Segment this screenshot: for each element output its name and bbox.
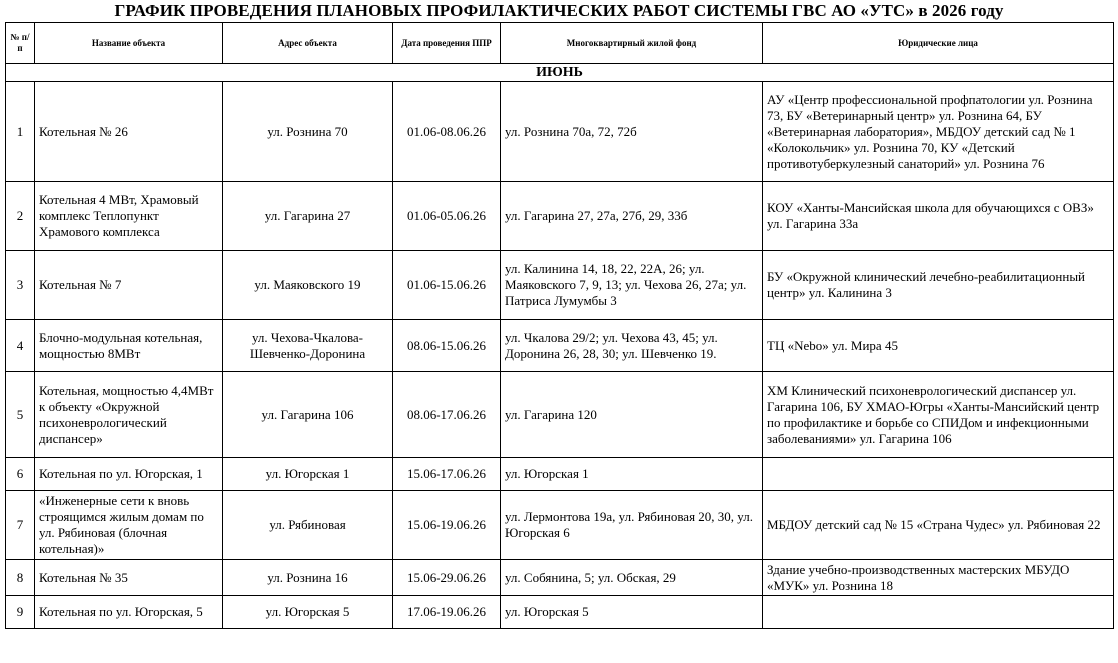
cell-object: Блочно-модульная котельная, мощностью 8МВт	[35, 320, 223, 372]
cell-legal: ХМ Клинический психоневрологический диспансер ул. Гагарина 106, БУ ХМАО-Югры «Ханты-Мансийский центр по профилактике и борьбе со СПИДом и инфекционными заболеваниями» ул. Гагарина 106	[763, 372, 1114, 458]
cell-object: Котельная по ул. Югорская, 5	[35, 596, 223, 629]
header-address: Адрес объекта	[223, 23, 393, 64]
cell-legal: БУ «Окружной клинический лечебно-реабилитационный центр» ул. Калинина 3	[763, 251, 1114, 320]
table-row	[6, 458, 1114, 491]
cell-housing: ул. Гагарина 120	[501, 372, 763, 458]
cell-address: ул. Чехова-Чкалова-Шевченко-Доронина	[223, 320, 393, 372]
table-row	[6, 320, 1114, 372]
cell-housing: ул. Чкалова 29/2; ул. Чехова 43, 45; ул. Доронина 26, 28, 30; ул. Шевченко 19.	[501, 320, 763, 372]
table-row	[6, 82, 1114, 182]
cell-legal	[763, 458, 1114, 491]
cell-num: 1	[6, 82, 35, 182]
cell-num: 6	[6, 458, 35, 491]
cell-address: ул. Рознина 16	[223, 560, 393, 596]
cell-object: Котельная по ул. Югорская, 1	[35, 458, 223, 491]
cell-address: ул. Маяковского 19	[223, 251, 393, 320]
header-object: Название объекта	[35, 23, 223, 64]
cell-address: ул. Рябиновая	[223, 491, 393, 560]
cell-num: 5	[6, 372, 35, 458]
cell-legal: ТЦ «Nebo» ул. Мира 45	[763, 320, 1114, 372]
schedule-table	[5, 22, 1114, 629]
cell-housing: ул. Калинина 14, 18, 22, 22А, 26; ул. Маяковского 7, 9, 13; ул. Чехова 26, 27а; ул. Патриса Лумумбы 3	[501, 251, 763, 320]
cell-date: 15.06-17.06.26	[393, 458, 501, 491]
header-num: № п/п	[6, 23, 35, 64]
cell-date: 01.06-15.06.26	[393, 251, 501, 320]
table-row	[6, 560, 1114, 596]
cell-legal: КОУ «Ханты-Мансийская школа для обучающихся с ОВЗ» ул. Гагарина 33а	[763, 182, 1114, 251]
cell-address: ул. Югорская 5	[223, 596, 393, 629]
cell-num: 4	[6, 320, 35, 372]
cell-address: ул. Гагарина 27	[223, 182, 393, 251]
cell-num: 3	[6, 251, 35, 320]
cell-date: 08.06-17.06.26	[393, 372, 501, 458]
cell-object: Котельная, мощностью 4,4МВт к объекту «Окружной психоневрологический диспансер»	[35, 372, 223, 458]
cell-object: Котельная № 26	[35, 82, 223, 182]
cell-housing: ул. Лермонтова 19а, ул. Рябиновая 20, 30, ул. Югорская 6	[501, 491, 763, 560]
cell-address: ул. Рознина 70	[223, 82, 393, 182]
table-row	[6, 596, 1114, 629]
cell-legal	[763, 596, 1114, 629]
table-row	[6, 182, 1114, 251]
cell-housing: ул. Югорская 1	[501, 458, 763, 491]
month-row	[6, 64, 1114, 82]
cell-legal: Здание учебно-производственных мастерских МБУДО «МУК» ул. Рознина 18	[763, 560, 1114, 596]
cell-address: ул. Гагарина 106	[223, 372, 393, 458]
header-legal: Юридические лица	[763, 23, 1114, 64]
cell-date: 15.06-19.06.26	[393, 491, 501, 560]
table-header-row	[6, 23, 1114, 64]
cell-object: Котельная № 35	[35, 560, 223, 596]
cell-housing: ул. Гагарина 27, 27а, 27б, 29, 33б	[501, 182, 763, 251]
cell-date: 08.06-15.06.26	[393, 320, 501, 372]
cell-object: Котельная № 7	[35, 251, 223, 320]
cell-object: Котельная 4 МВт, Храмовый комплекс Теплопункт Храмового комплекса	[35, 182, 223, 251]
cell-num: 7	[6, 491, 35, 560]
month-label: ИЮНЬ	[6, 64, 1114, 82]
cell-date: 17.06-19.06.26	[393, 596, 501, 629]
table-row	[6, 251, 1114, 320]
header-housing: Многоквартирный жилой фонд	[501, 23, 763, 64]
cell-legal: АУ «Центр профессиональной профпатологии ул. Рознина 73, БУ «Ветеринарный центр» ул. Рознина 64, БУ «Ветеринарная лаборатория», МБДОУ детский сад № 1 «Колокольчик» ул. Рознина 70, КУ «Детский противотуберкулезный санаторий» ул. Рознина 76	[763, 82, 1114, 182]
table-row	[6, 491, 1114, 560]
cell-num: 2	[6, 182, 35, 251]
cell-housing: ул. Югорская 5	[501, 596, 763, 629]
cell-num: 8	[6, 560, 35, 596]
page-title: ГРАФИК ПРОВЕДЕНИЯ ПЛАНОВЫХ ПРОФИЛАКТИЧЕСКИХ РАБОТ СИСТЕМЫ ГВС АО «УТС» в 2026 году	[114, 1, 1004, 20]
header-date: Дата проведения ППР	[393, 23, 501, 64]
cell-housing: ул. Собянина, 5; ул. Обская, 29	[501, 560, 763, 596]
cell-address: ул. Югорская 1	[223, 458, 393, 491]
table-row	[6, 372, 1114, 458]
cell-date: 01.06-05.06.26	[393, 182, 501, 251]
cell-legal: МБДОУ детский сад № 15 «Страна Чудес» ул. Рябиновая 22	[763, 491, 1114, 560]
cell-date: 15.06-29.06.26	[393, 560, 501, 596]
cell-object: «Инженерные сети к вновь строящимся жилым домам по ул. Рябиновая (блочная котельная)»	[35, 491, 223, 560]
cell-housing: ул. Рознина 70а, 72, 72б	[501, 82, 763, 182]
cell-date: 01.06-08.06.26	[393, 82, 501, 182]
cell-num: 9	[6, 596, 35, 629]
